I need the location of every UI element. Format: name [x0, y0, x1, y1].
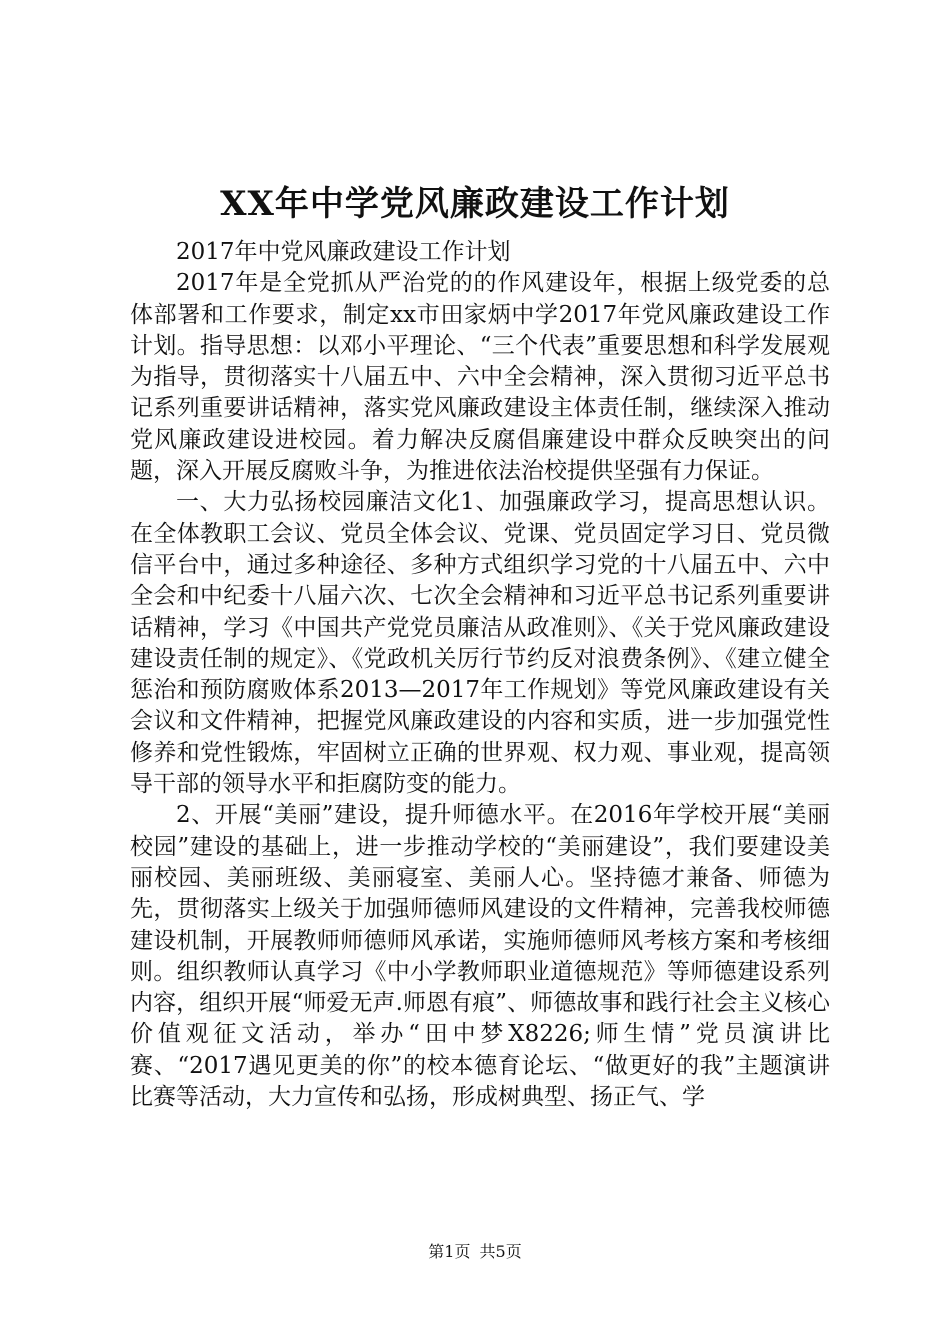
page-total: 共5页	[479, 1242, 522, 1261]
document-title: XX年中学党风廉政建设工作计划	[220, 184, 730, 224]
paragraph-subtitle: 2017年中党风廉政建设工作计划	[176, 239, 511, 265]
paragraph-section-one: 一、大力弘扬校园廉洁文化1、加强廉政学习，提高思想认识。在全体教职工会议、党员全体会议、党课、党员固定学习日、党员微信平台中，通过多种途径、多种方式组织学习党的十八届五中、六中全会和中纪委十八届六次、七次全会精神和习近平总书记系列重要讲话精神，学习《中国共产党党员廉洁从政准则》、《关于党风廉政建设建设责任制的规定》、《党政机关厉行节约反对浪费条例》、《建立健全惩治和预防腐败体系2013—2017年工作规划》等党风廉政建设有关会议和文件精神，把握党风廉政建设的内容和实质，进一步加强党性修养和党性锻炼，牢固树立正确的世界观、权力观、事业观，提高领导干部的领导水平和拒腐防变的能力。	[130, 489, 830, 798]
page-number: 第1页	[428, 1242, 471, 1261]
document-body	[130, 237, 830, 1113]
paragraph-section-two: 2、开展“美丽”建设，提升师德水平。在2016年学校开展“美丽校园”建设的基础上，进一步推动学校的“美丽建设”，我们要建设美丽校园、美丽班级、美丽寝室、美丽人心。坚持德才兼备、师德为先，贯彻落实上级关于加强师德师风建设的文件精神，完善我校师德建设机制，开展教师师德师风承诺，实施师德师风考核方案和考核细则。组织教师认真学习《中小学教师职业道德规范》等师德建设系列内容，组织开展“师爱无声.师恩有痕”、师德故事和践行社会主义核心价值观征文活动，举办“田中梦X8226;师生情”党员演讲比赛、“2017遇见更美的你”的校本德育论坛、“做更好的我”主题演讲比赛等活动，大力宣传和弘扬，形成树典型、扬正气、学	[130, 802, 830, 1111]
page-footer	[0, 1241, 950, 1263]
paragraph-guiding-thought: 2017年是全党抓从严治党的的作风建设年，根据上级党委的总体部署和工作要求，制定xx市田家炳中学2017年党风廉政建设工作计划。指导思想：以邓小平理论、“三个代表”重要思想和科学发展观为指导，贯彻落实十八届五中、六中全会精神，深入贯彻习近平总书记系列重要讲话精神，落实党风廉政建设主体责任制，继续深入推动党风廉政建设进校园。着力解决反腐倡廉建设中群众反映突出的问题，深入开展反腐败斗争，为推进依法治校提供坚强有力保证。	[130, 270, 830, 485]
